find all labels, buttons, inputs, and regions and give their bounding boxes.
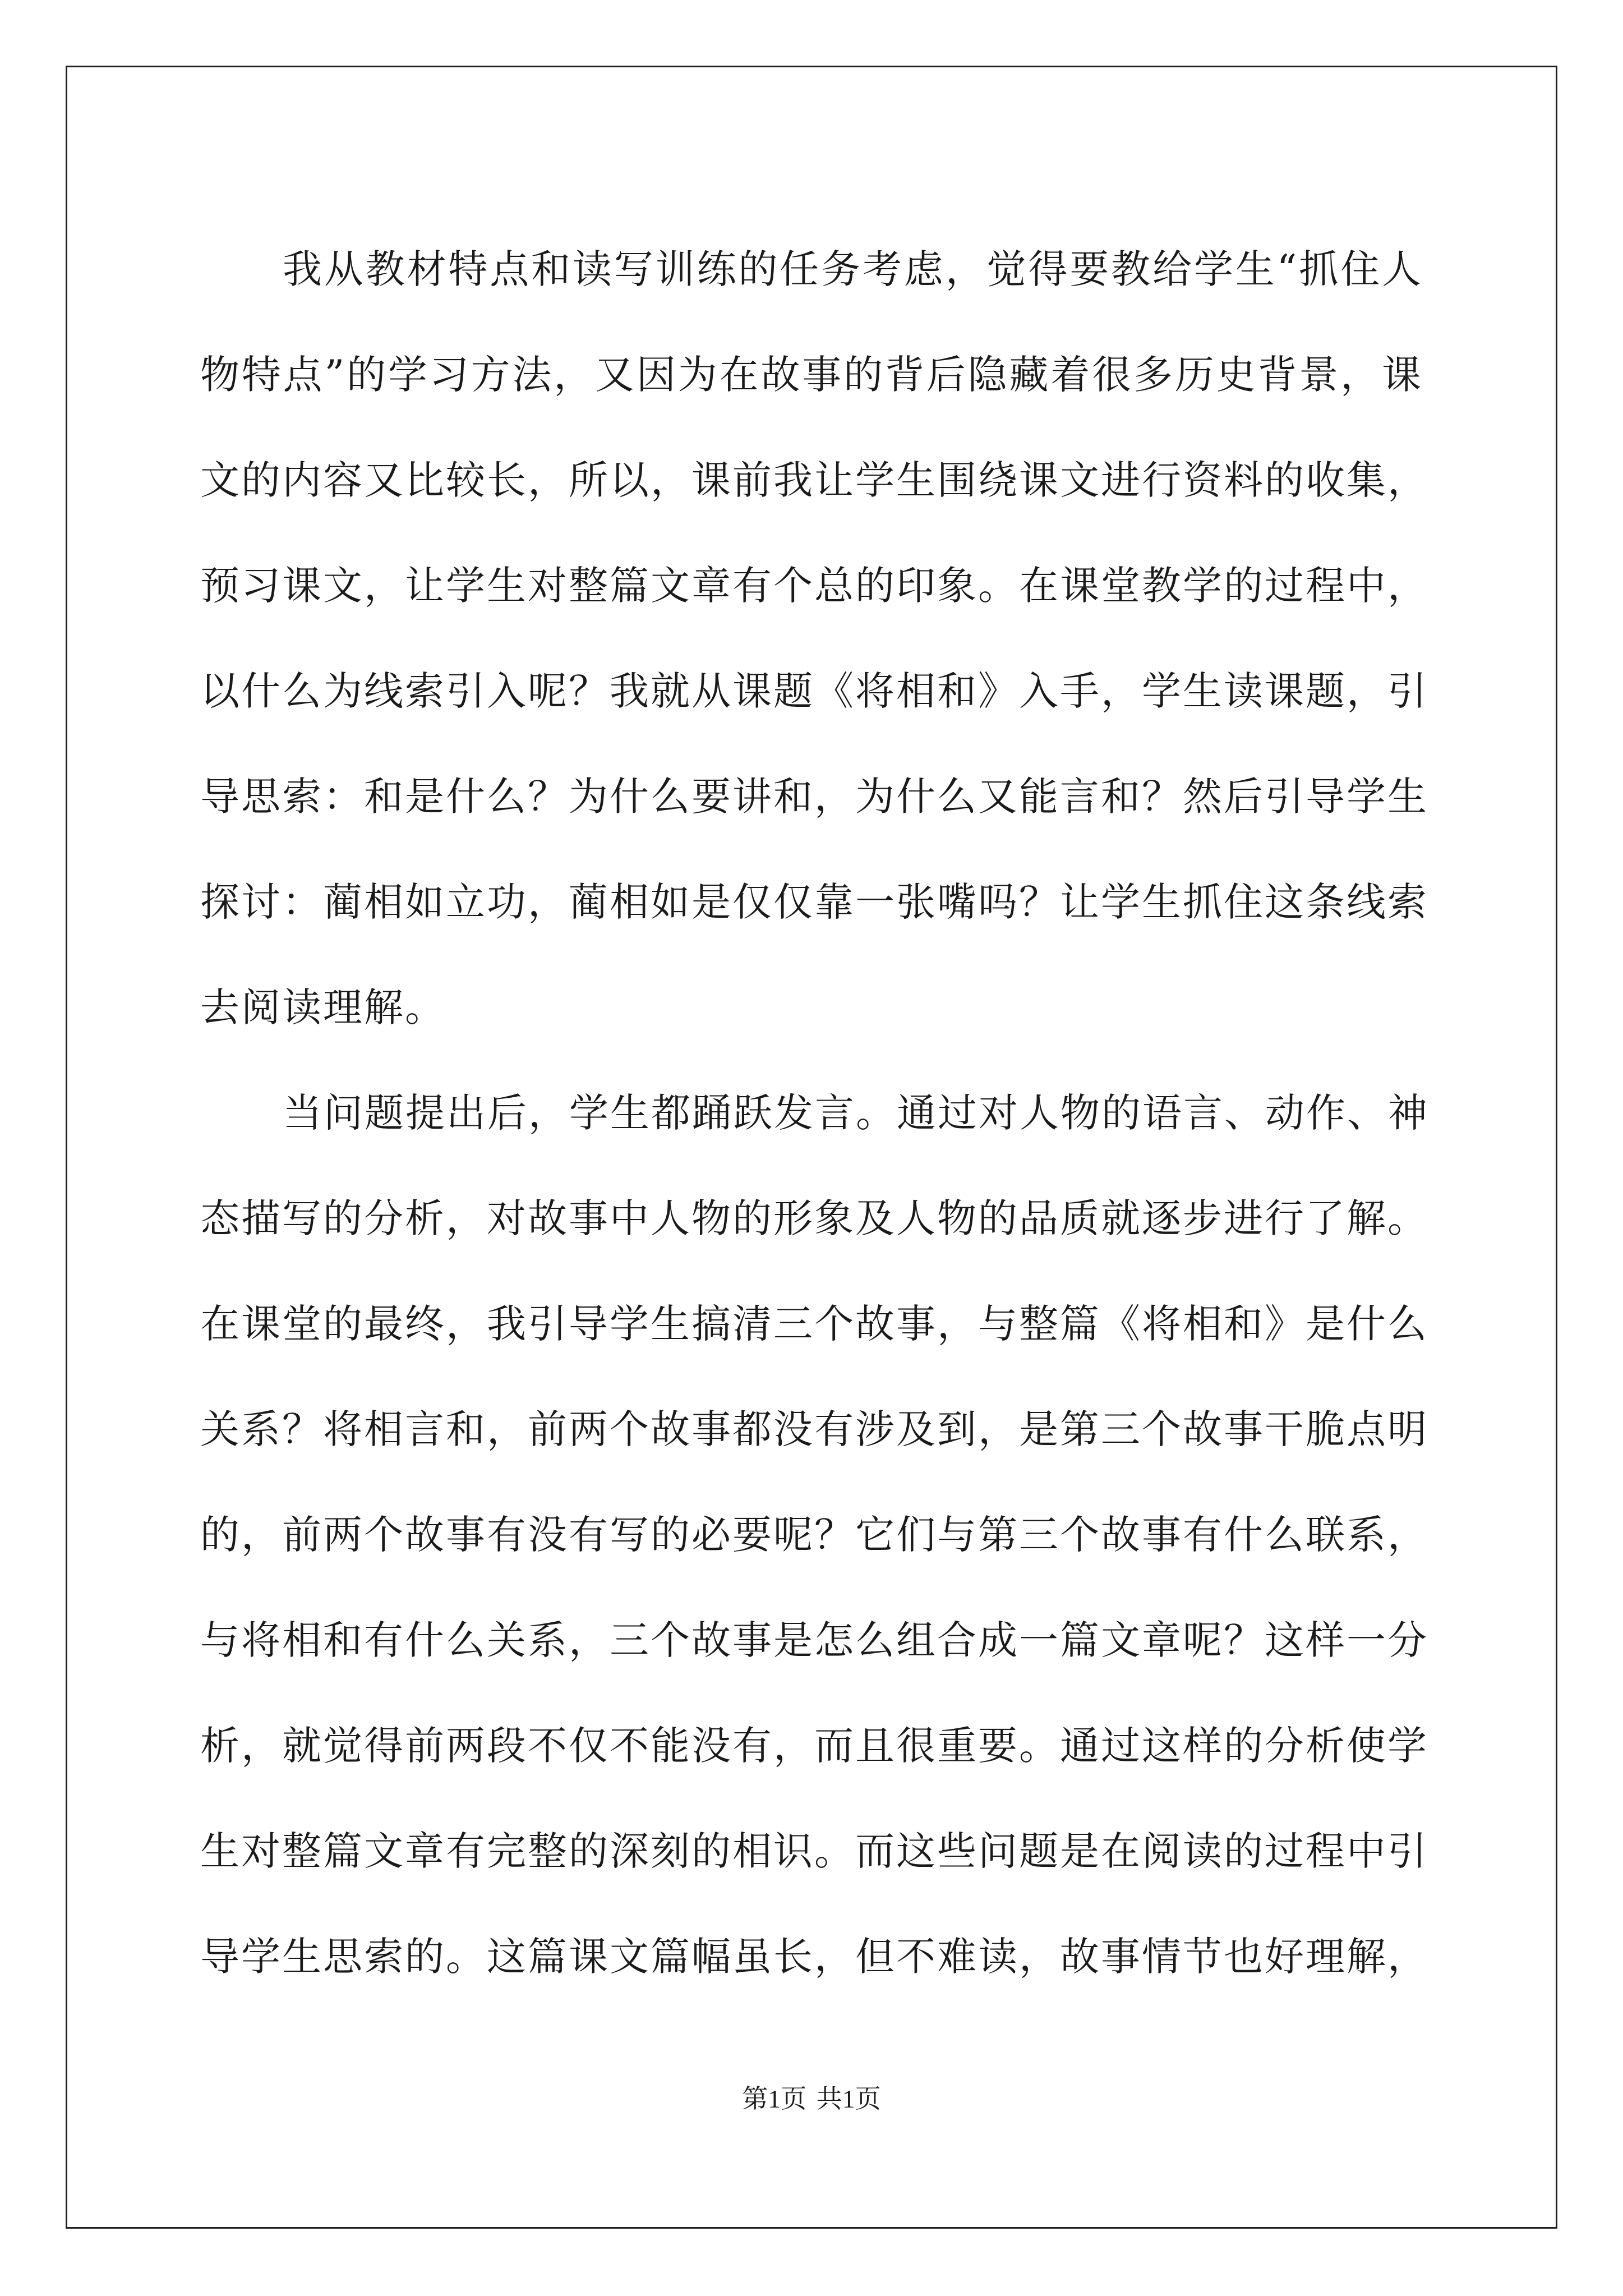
text-line: 关系？将相言和，前两个故事都没有涉及到，是第三个故事干脆点明	[200, 1406, 1428, 1452]
text-line: 以什么为线索引入呢？我就从课题《将相和》入手，学生读课题，引	[200, 668, 1428, 714]
text-line: 物特点”的学习方法，又因为在故事的背后隐藏着很多历史背景，课	[200, 352, 1423, 398]
text-line: 在课堂的最终，我引导学生搞清三个故事，与整篇《将相和》是什么	[200, 1301, 1428, 1347]
text-line: 导思索：和是什么？为什么要讲和，为什么又能言和？然后引导学生	[200, 774, 1428, 820]
text-line: 文的内容又比较长，所以，课前我让学生围绕课文进行资料的收集，	[200, 457, 1428, 503]
text-line: 当问题提出后，学生都踊跃发言。通过对人物的语言、动作、神	[283, 1090, 1429, 1136]
text-line: 与将相和有什么关系，三个故事是怎么组合成一篇文章呢？这样一分	[200, 1617, 1428, 1663]
text-line: 我从教材特点和读写训练的任务考虑，觉得要教给学生“抓住人	[283, 246, 1423, 292]
text-line: 预习课文，让学生对整篇文章有个总的印象。在课堂教学的过程中，	[200, 563, 1428, 609]
text-line: 的，前两个故事有没有写的必要呢？它们与第三个故事有什么联系，	[200, 1512, 1428, 1558]
page-number-footer: 第1页 共1页	[742, 2085, 881, 2113]
text-line: 导学生思索的。这篇课文篇幅虽长，但不难读，故事情节也好理解，	[200, 1934, 1428, 1980]
text-line: 生对整篇文章有完整的深刻的相识。而这些问题是在阅读的过程中引	[200, 1828, 1428, 1874]
document-body	[200, 217, 1429, 2009]
text-line: 态描写的分析，对故事中人物的形象及人物的品质就逐步进行了解。	[200, 1195, 1428, 1241]
text-line: 探讨：蔺相如立功，蔺相如是仅仅靠一张嘴吗？让学生抓住这条线索	[200, 879, 1428, 925]
text-line: 析，就觉得前两段不仅不能没有，而且很重要。通过这样的分析使学	[200, 1723, 1428, 1769]
text-line: 去阅读理解。	[200, 984, 446, 1030]
